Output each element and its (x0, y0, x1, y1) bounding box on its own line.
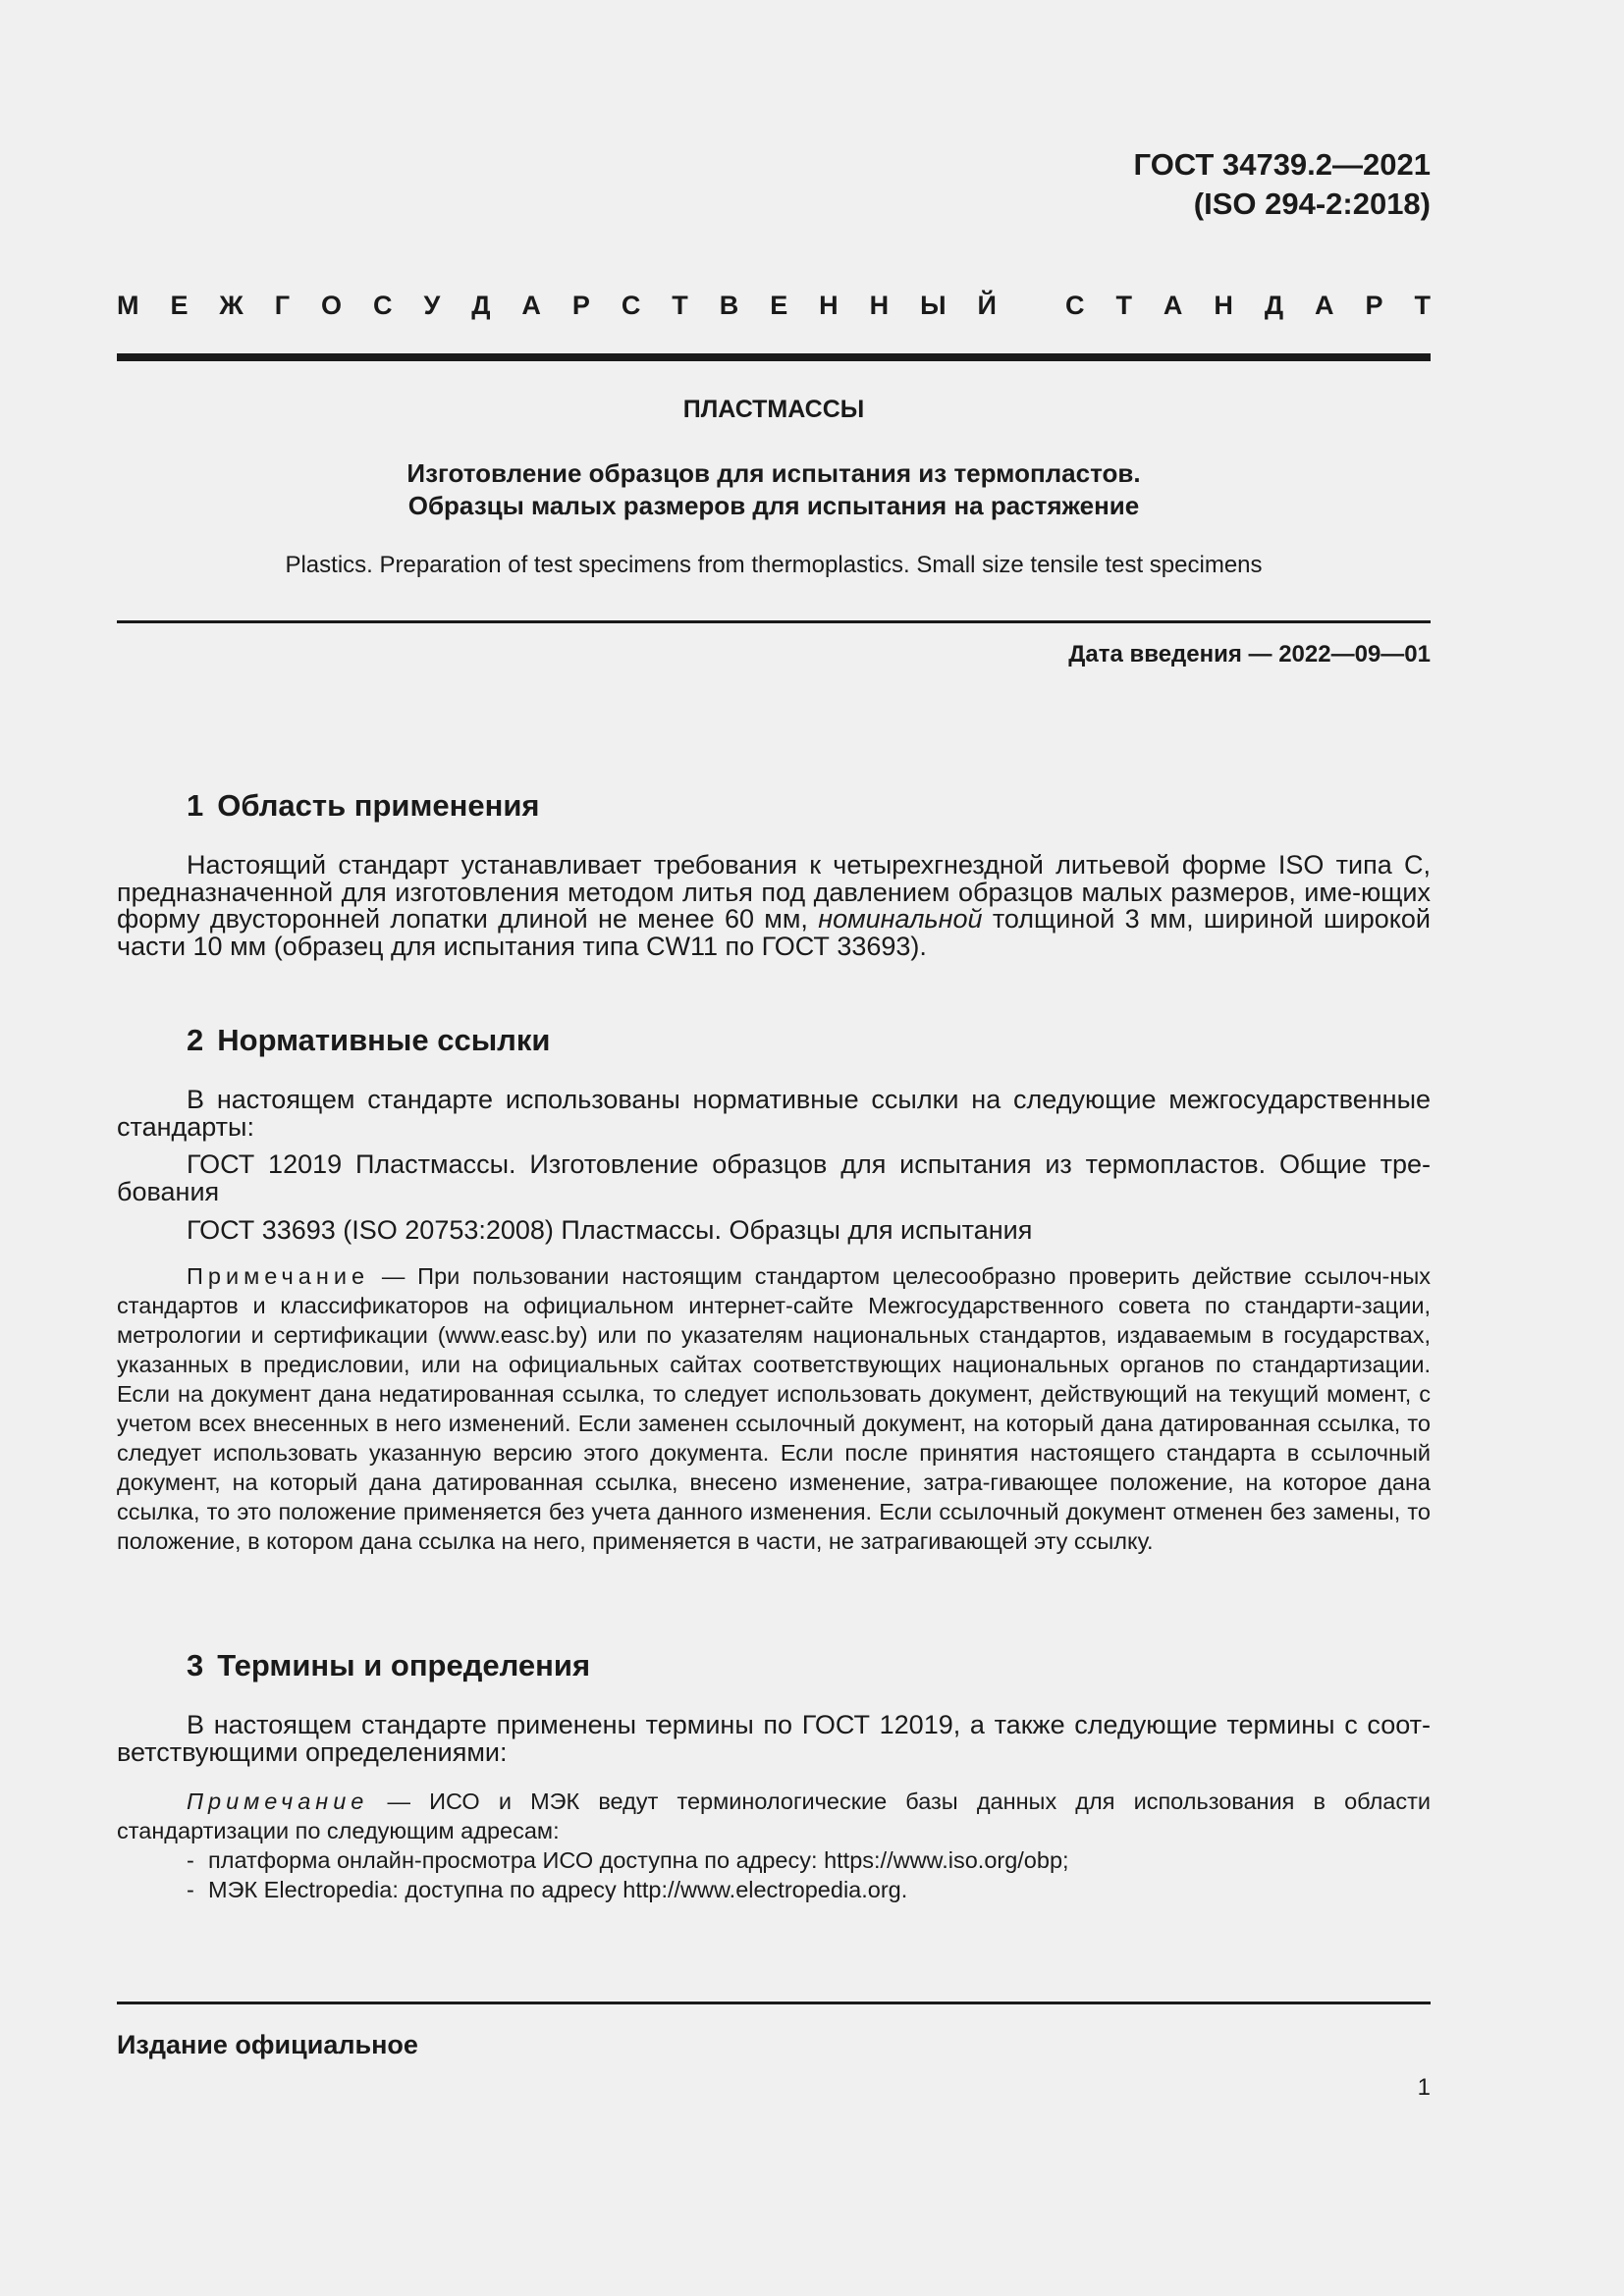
banner-letter: Е (170, 291, 189, 320)
section-3-note (117, 1787, 1431, 1845)
banner-letter: Р (571, 291, 590, 320)
section-1-number: 1 (187, 788, 204, 823)
note-text: — При пользовании настоящим стандартом целесообразно проверить действие ссылоч-ных стандартов и классификаторов на официальном интернет-сайте Межгосударственного совета по стандарти-зации, метрологии и сертификации (www.easc.by) или по указателям национальных стандартов, издаваемым в государствах, указанных в предисловии, или на официальных сайтах соответствующих национальных органов по стандартизации. Если на документ дана недатированная ссылка, то следует использовать документ, действующий на текущий момент, с учетом всех внесенных в него изменений. Если заменен ссылочный документ, на который дана датированная ссылка, то следует использовать указанную версию этого документа. Если после принятия настоящего стандарта в ссылочный документ, на который дана датированная ссылка, внесено изменение, затра-гивающее положение, на которое дана ссылка, то это положение применяется без учета данного изменения. Если ссылочный документ отменен без замены, то положение, в котором дана ссылка на него, применяется в части, не затрагивающей эту ссылку. (117, 1263, 1432, 1554)
banner-letter: Н (819, 291, 839, 320)
banner-letter: Д (1264, 291, 1284, 320)
banner-letter: Ы (920, 291, 947, 320)
list-item-text: платформа онлайн-просмотра ИСО доступна по адресу: https://www.iso.org/obp; (208, 1847, 1069, 1873)
section-1-heading (187, 786, 540, 826)
section-1-title: Область применения (217, 788, 540, 823)
banner-letter: Д (471, 291, 491, 320)
bullet-marker: - (187, 1847, 194, 1873)
section-2-note (117, 1261, 1431, 1556)
page-number: 1 (1417, 2074, 1431, 2101)
section-3-heading (187, 1646, 590, 1685)
section-3-intro: В настоящем стандарте применены термины по ГОСТ 12019, а также следующие термины с соот-ветствующими определениями: (117, 1710, 1431, 1767)
list-item (187, 1875, 1431, 1904)
section-1-text-part-1: Настоящий стандарт устанавливает требования к четырехгнездной литьевой форме ISO типа С, предназначенной для изготовления методом литья под давлением образцов малых размеров, име-ющих форму двусторонней лопатки длиной не менее 60 мм, (117, 850, 1431, 934)
banner-letter: Т (672, 291, 688, 320)
banner-letter: Г (274, 291, 291, 320)
banner-letter: В (719, 291, 739, 320)
banner-letter: Р (1365, 291, 1383, 320)
header-thick-rule (117, 353, 1431, 361)
banner-letter: Й (977, 291, 997, 320)
document-title: ПЛАСТМАССЫ (682, 396, 865, 423)
section-2-intro: В настоящем стандарте использованы нормативные ссылки на следующие межгосударственные стандарты: (117, 1085, 1431, 1142)
bullet-marker: - (187, 1877, 194, 1902)
reference-gost-12019: ГОСТ 12019 Пластмассы. Изготовление образцов для испытания из термопластов. Общие тре-бования (117, 1149, 1431, 1206)
note-label: Примечание (187, 1263, 370, 1289)
document-number-block (1134, 145, 1431, 224)
list-item-text: МЭК Electropedia: доступна по адресу http://www.electropedia.org. (208, 1877, 908, 1902)
iso-number: (ISO 294-2:2018) (1193, 187, 1431, 221)
section-1-paragraph (117, 852, 1431, 960)
banner-letter: Т (1414, 291, 1431, 320)
banner-letter: А (1163, 291, 1183, 320)
banner-letter: С (621, 291, 641, 320)
section-2-heading (187, 1021, 550, 1060)
english-title: Plastics. Preparation of test specimens from thermoplastics. Small size tensile test specimens (285, 552, 1263, 578)
footer-rule (117, 2002, 1431, 2004)
subtitle-line-2: Образцы малых размеров для испытания на растяжение (407, 491, 1140, 520)
section-3-title: Термины и определения (217, 1648, 591, 1682)
banner-letter: Ж (219, 291, 244, 320)
banner-letter: А (1315, 291, 1334, 320)
banner-letter: Н (869, 291, 890, 320)
document-page (117, 0, 1431, 2296)
banner-word-standard (1065, 288, 1431, 323)
banner-letter: С (1065, 291, 1085, 320)
banner-word-interstate (117, 288, 997, 323)
banner-letter: М (117, 291, 139, 320)
interstate-standard-banner (117, 288, 1431, 323)
document-subtitle (117, 457, 1431, 522)
section-1-text-part-2: толщиной 3 мм, шириной широкой части 10 мм (образец для испытания типа CW11 по ГОСТ 33693). (117, 904, 1431, 961)
note-label: Примечание (187, 1789, 369, 1814)
introduction-date: Дата введения — 2022—09—01 (1068, 641, 1431, 667)
banner-letter: Т (1115, 291, 1132, 320)
subtitle-line-1: Изготовление образцов для испытания из термопластов. (406, 458, 1141, 488)
reference-gost-33693: ГОСТ 33693 (ISO 20753:2008) Пластмассы. Образцы для испытания (187, 1215, 1033, 1245)
banner-letter: О (321, 291, 343, 320)
list-item (187, 1845, 1431, 1875)
section-2-title: Нормативные ссылки (217, 1023, 551, 1057)
official-edition-label: Издание официальное (117, 2030, 418, 2059)
section-2-number: 2 (187, 1023, 204, 1057)
section-1-italic-word: номинальной (818, 904, 983, 934)
gost-number: ГОСТ 34739.2—2021 (1133, 147, 1431, 182)
section-3-number: 3 (187, 1648, 204, 1682)
banner-letter: У (423, 291, 441, 320)
banner-letter: Е (770, 291, 788, 320)
banner-letter: А (521, 291, 541, 320)
banner-letter: С (373, 291, 393, 320)
term-database-list (187, 1845, 1431, 1904)
banner-letter: Н (1214, 291, 1233, 320)
title-bottom-rule (117, 620, 1431, 623)
note-text: — ИСО и МЭК ведут терминологические базы данных для использования в области стандартизации по следующим адресам: (117, 1789, 1432, 1843)
